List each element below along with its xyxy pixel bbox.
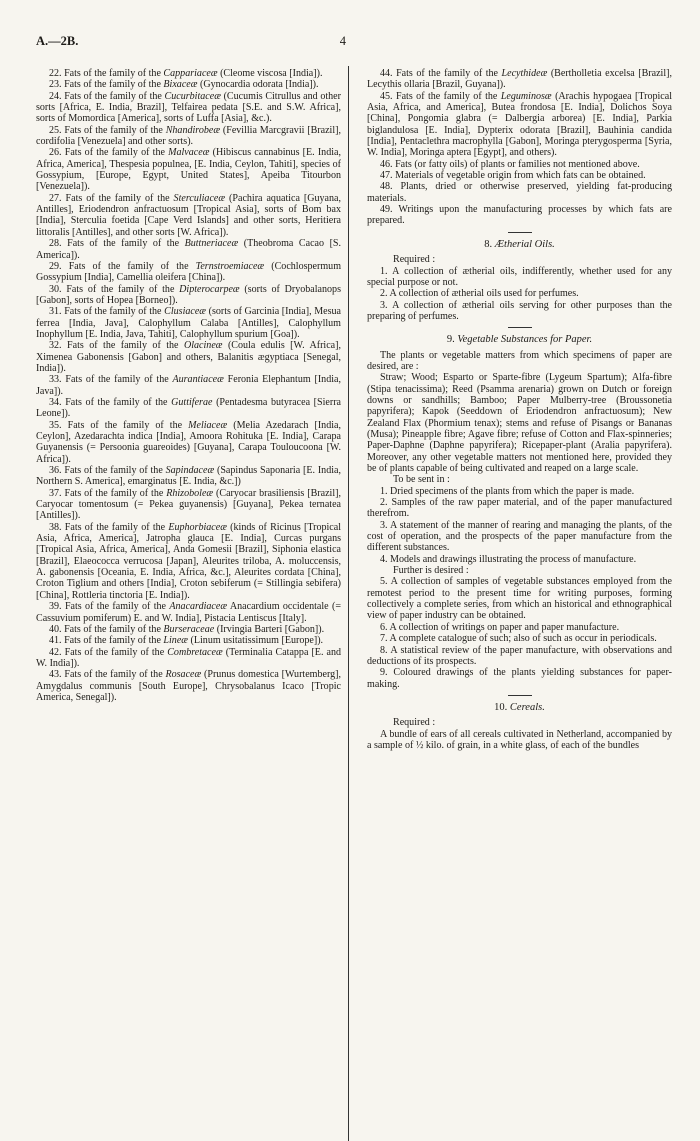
entry-text: Fats of the family of the xyxy=(65,396,168,408)
entry-details: (Cucumis Citrullus and other sorts [Africa, E. India, Brazil], Telfairea pedata [S.E. and S.W. Africa], sorts of Momordica [America], sorts of Luffa [Asia], &c.). xyxy=(36,90,341,125)
list-item: 4. Models and drawings illustrating the process of manufacture. xyxy=(380,553,637,565)
entry-number: 39. xyxy=(49,601,62,613)
entry-number: 42. xyxy=(49,646,62,658)
fat-entry xyxy=(36,147,341,192)
list-item: 8. A statistical review of the paper manufacture, with observations and deductions of its prospects. xyxy=(367,644,672,667)
fat-entry xyxy=(367,91,672,159)
section-heading-10: 10. Cereals. xyxy=(494,701,545,713)
fat-entry xyxy=(36,193,341,238)
paper-intro: The plants or vegetable matters from which specimens of paper are desired, are : xyxy=(367,349,672,372)
entry-details: (Theobroma Cacao [S. America]). xyxy=(36,238,342,261)
fat-entry xyxy=(36,374,341,397)
entry-number: 22. xyxy=(49,68,62,79)
document-code: A.—2B. xyxy=(36,34,79,48)
fat-entry xyxy=(367,68,672,91)
fat-entry xyxy=(36,284,341,307)
entry-number: 48. xyxy=(380,181,393,193)
entry-text: Fats of the family of the xyxy=(64,487,164,499)
entry-number: 35. xyxy=(49,419,62,431)
entry-text: Fats of the family of the xyxy=(64,306,162,318)
entry-number: 40. xyxy=(49,623,62,635)
entry-number: 45. xyxy=(380,90,393,102)
fat-entry xyxy=(36,261,341,284)
entry-number: 34. xyxy=(49,396,62,408)
entry-details: (Bertholletia excelsa [Brazil], Lecythis ollaria [Brazil, Guyana]). xyxy=(367,68,672,91)
list-item: 2. Samples of the raw paper material, and of the paper manufactured therefrom. xyxy=(367,497,672,520)
entry-text: Materials of vegetable origin from which fats can be obtained. xyxy=(395,170,646,182)
entry-text: Fats of the family of the xyxy=(396,68,498,79)
family-name: Sterculiaceæ xyxy=(173,192,226,204)
list-item: 3. A collection of ætherial oils serving for other purposes than the preparing of perfumes. xyxy=(367,299,672,322)
family-name: Lineæ xyxy=(163,635,188,647)
entry-number: 46. xyxy=(380,158,393,170)
entry-number: 33. xyxy=(49,374,62,386)
entry-number: 28. xyxy=(49,238,62,250)
entry-number: 26. xyxy=(49,147,62,159)
entry-number: 41. xyxy=(49,635,62,647)
list-item: 1. Dried specimens of the plants from which the paper is made. xyxy=(380,485,635,497)
family-name: Rhizoboleæ xyxy=(166,487,214,499)
entry-text: Fats of the family of the xyxy=(64,90,162,102)
entry-number: 37. xyxy=(49,487,62,499)
family-name: Malvaceæ xyxy=(168,147,210,159)
entry-text: Fats of the family of the xyxy=(64,68,161,79)
entry-details: Anacardium occidentale (= Cassuvium pomiferum) E. and W. India], Pistacia Lentiscus [Italy]. xyxy=(36,601,342,624)
entry-text: Fats of the family of the xyxy=(396,90,498,102)
family-name: Sapindaceæ xyxy=(165,465,215,477)
left-column xyxy=(36,68,341,751)
entry-details: (Cochlospermum Gossypium [India], Camellia oleifera [China]). xyxy=(36,260,342,284)
list-item: 1. A collection of ætherial oils, indifferently, whether used for any special purpose or not. xyxy=(367,265,672,288)
entry-details: (Sapindus Saponaria [E. India, Northern S. America], emarginatus [E. India, &c.]) xyxy=(36,465,341,488)
entry-details: (Gynocardia odorata [India]). xyxy=(199,79,319,91)
fat-entry xyxy=(36,420,341,465)
family-name: Buttneriaceæ xyxy=(184,238,239,250)
column-divider xyxy=(348,66,349,1141)
entry-text: Fats (or fatty oils) of plants or families not mentioned above. xyxy=(395,158,640,170)
fat-entry xyxy=(367,181,672,204)
two-column-body xyxy=(36,68,674,751)
fat-entry xyxy=(36,624,341,635)
entry-details: (Cleome viscosa [India]). xyxy=(220,68,323,79)
entry-text: Fats of the family of the xyxy=(64,124,163,136)
fat-entry xyxy=(36,635,341,646)
right-column xyxy=(367,68,672,751)
fats-list-continued xyxy=(367,68,672,227)
to-be-sent-label: To be sent in : xyxy=(393,474,450,486)
family-name: Aurantiaceæ xyxy=(172,374,224,386)
entry-number: 49. xyxy=(380,204,393,216)
entry-text: Fats of the family of the xyxy=(64,646,165,658)
family-name: Nhandirobeæ xyxy=(165,124,221,136)
entry-text: Fats of the family of the xyxy=(64,147,165,159)
entry-details: (Hibiscus cannabinus [E. India, Africa, America], Thespesia populnea, [E. India, Ceylon, Tahiti], species of Gossypium, [Europe, Egypt, United States], Apeiba Titourbon [Venezuela]). xyxy=(36,147,341,193)
fat-entry xyxy=(36,340,341,374)
entry-text: Writings upon the manufacturing processes by which fats are prepared. xyxy=(367,204,672,227)
list-item: 5. A collection of samples of vegetable substances employed from the remotest period to the present time for writing purposes, forming collectively a complete series, from which an historical and ethnographical view of paper industry can be obtained. xyxy=(367,576,672,622)
entry-details: (Terminalia Catappa [E. and W. India]). xyxy=(36,646,342,669)
list-item: 7. A complete catalogue of such; also of such as occur in periodicals. xyxy=(380,633,657,645)
fat-entry xyxy=(36,125,341,148)
entry-text: Fats of the family of the xyxy=(67,238,180,250)
entry-details: (Linum usitatissimum [Europe]). xyxy=(190,635,324,647)
entry-text: Fats of the family of the xyxy=(64,465,163,477)
entry-details: (Arachis hypogaea [Tropical Asia, Africa, and America], Butea frondosa [E. India], Dolichos Soya [China], Pongomia glabra (= Dalbergia arborea) [E. India], Parkia biglandulosa [E. India], Dypterix odorata [Brazil], Bauhinia candida [India], Pentaclethra macrophylla [Gabon], Moringa pterygosperma [Syria, W. India], Moringa aptera [Egypt], and others). xyxy=(367,90,673,159)
required-label: Required : xyxy=(393,254,436,266)
fat-entry xyxy=(36,68,341,79)
section-heading-8: 8. Ætherial Oils. xyxy=(484,238,555,250)
family-name: Olacineæ xyxy=(183,340,223,352)
fat-entry xyxy=(367,204,672,227)
entry-number: 30. xyxy=(49,283,62,295)
family-name: Meliaceæ xyxy=(188,419,228,431)
family-name: Guttiferae xyxy=(171,396,213,408)
section-divider xyxy=(508,327,532,328)
entry-details: (sorts of Dryobalanops [Gabon], sorts of Hopea [Borneo]). xyxy=(36,283,341,306)
section-heading-9: 9. Vegetable Substances for Paper. xyxy=(446,334,593,346)
entry-number: 32. xyxy=(49,340,62,352)
list-item: 2. A collection of ætherial oils used for perfumes. xyxy=(380,288,579,300)
page-number: 4 xyxy=(339,34,346,48)
list-item: 9. Coloured drawings of the plants yielding substances for paper-making. xyxy=(367,667,672,690)
entry-details: (Irvingia Barteri [Gabon]). xyxy=(216,623,325,635)
fat-entry xyxy=(36,91,341,125)
entry-text: Fats of the family of the xyxy=(64,669,163,681)
entry-text: Plants, dried or otherwise preserved, yielding fat-producing materials. xyxy=(367,181,672,204)
fat-entry xyxy=(36,238,341,261)
family-name: Clusiaceæ xyxy=(164,306,207,318)
entry-text: Fats of the family of the xyxy=(65,192,170,204)
family-name: Cucurbitaceæ xyxy=(164,90,221,102)
fat-entry xyxy=(36,522,341,601)
family-name: Rosaceæ xyxy=(165,669,202,681)
section-divider xyxy=(508,695,532,696)
family-name: Ternstroemiaceæ xyxy=(195,260,265,272)
entry-details: (Fevillia Marcgravii [Brazil], cordifolia [Venezuela] and other sorts). xyxy=(36,124,341,148)
family-name: Burseraceae xyxy=(163,623,215,635)
fat-entry xyxy=(36,488,341,522)
entry-details: (Coula edulis [W. Africa], Ximenea Gabonensis [Gabon] and others, Balanitis ægyptiaca [Senegal, India]). xyxy=(36,340,341,374)
list-item: 6. A collection of writings on paper and paper manufacture. xyxy=(380,621,620,633)
fat-entry xyxy=(36,601,341,624)
entry-text: Fats of the family of the xyxy=(67,419,183,431)
entry-text: Fats of the family of the xyxy=(64,79,161,91)
entry-details: Feronia Elephantum [India, Java]). xyxy=(36,374,341,397)
entry-text: Fats of the family of the xyxy=(68,260,189,272)
entry-text: Fats of the family of the xyxy=(64,601,167,613)
entry-number: 38. xyxy=(49,521,62,533)
entry-details: (sorts of Garcinia [India], Mesua ferrea [India, Java], Calophyllum Calaba [Antilles], Calophyllum Inophyllum [E. India, Java, Tahiti], Calophyllum spurium [Goa]). xyxy=(36,306,342,340)
paper-materials-list: Straw; Wood; Esparto or Sparte-fibre (Lygeum Spartum); Alfa-fibre (Stipa tenacissima); Reed (Psamma arenaria) grown on Dutch or foreign downs or sandhills; Bamboo; Paper Mulberry-tree (Broussonetia papyrifera); Kapok (Seeddown of Eriodendron anfractuosum); New Zealand Flax (Phormium tenax); stems and refuse of Pisangs or Bananas (Musa); Pineapple fibre; Agave fibre; refuse of Cotton and Flax-spinneries; Paper-Daphne (Daphne papyrifera); Ricepaper-plant (Aralia papyrifera). Moreover, any other vegetable matters not mentioned here, provided they be of plants capable of being cultivated and reaped on a large scale. xyxy=(367,372,672,474)
entry-text: Fats of the family of the xyxy=(67,340,179,352)
fat-entry xyxy=(367,170,672,181)
entry-details: (kinds of Ricinus [Tropical Asia, Africa, America], Jatropha glauca [E. India], Curcas purgans [Tropical Asia, Africa, America], Anda Gomesii [Brazil], Siphonia elastica [Brazil], Elaeococca verrucosa [Japan], Aleurites triloba, A. moluccensis, A. gabonensis [Oceania, E. India, Africa, &c.], Aleurites cordata [China], Croton Tiglium and others [India], Croton sebiferum (= Stillingia sebifera) [China], Rottleria tinctoria [E. India]). xyxy=(36,521,342,601)
entry-text: Fats of the family of the xyxy=(64,521,166,533)
entry-number: 31. xyxy=(49,306,62,318)
further-desired-label: Further is desired : xyxy=(393,565,469,577)
entry-details: (Caryocar brasiliensis [Brazil], Caryocar tomentosum (= Pekea guyanensis) [Guyana], Pekea ternatea [Antilles]). xyxy=(36,487,341,522)
list-item: 3. A statement of the manner of rearing and managing the plants, of the cost of operation, and the prospects of the paper manufacture from the different substances. xyxy=(367,519,672,554)
entry-details: (Pentadesma butyracea [Sierra Leone]). xyxy=(36,396,342,420)
entry-number: 24. xyxy=(49,90,62,102)
fat-entry xyxy=(36,397,341,420)
entry-number: 47. xyxy=(380,170,393,182)
paper-further-list xyxy=(367,576,672,689)
entry-details: (Prunus domestica [Wurtemberg], Amygdalus communis [South Europe], Chrysobalanus Icaco [Tropic America, Senegal]). xyxy=(36,669,342,703)
paper-items-list xyxy=(367,486,672,565)
entry-text: Fats of the family of the xyxy=(66,283,175,295)
fat-entry xyxy=(36,79,341,90)
family-name: Bixaceæ xyxy=(163,79,198,91)
entry-number: 25. xyxy=(49,124,62,136)
entry-number: 27. xyxy=(49,192,62,204)
required-label: Required : xyxy=(393,717,436,729)
entry-number: 43. xyxy=(49,669,62,681)
etherial-oils-list xyxy=(367,266,672,323)
page-header xyxy=(36,34,674,54)
family-name: Cappariaceæ xyxy=(163,68,218,79)
cereals-text: A bundle of ears of all cereals cultivated in Netherland, accompanied by a sample of ½ kilo. of grain, in a white glass, of each of the bundles xyxy=(367,728,672,751)
entry-details: (Pachira aquatica [Guyana, Antilles], Eriodendron anfractuosum [Tropical Asia], sorts of Bom bax [India], Sterculia foetida [Cape Verd Islands] and other sorts, Heritiera littoralis [Antilles], and other sorts [W. Africa]). xyxy=(36,192,342,238)
family-name: Dipterocarpeæ xyxy=(179,283,240,295)
family-name: Leguminosæ xyxy=(500,90,552,102)
entry-number: 44. xyxy=(380,68,393,79)
entry-number: 29. xyxy=(49,260,62,272)
entry-text: Fats of the family of the xyxy=(65,374,169,386)
family-name: Combretaceæ xyxy=(167,646,223,658)
fat-entry xyxy=(36,647,341,670)
family-name: Anacardiaceæ xyxy=(169,601,228,613)
fat-entry xyxy=(36,669,341,703)
entry-text: Fats of the family of the xyxy=(64,635,161,647)
entry-number: 23. xyxy=(49,79,62,91)
fat-entry xyxy=(36,306,341,340)
entry-details: (Melia Azedarach [India, Ceylon], Azedarachta indica [India], Amoora Rohituka [E. India], Carapa Guyanensis (= Persoonia guareoides) [Guyana], Carapa Touloucoona [W. Africa]). xyxy=(36,419,341,465)
entry-number: 36. xyxy=(49,465,62,477)
section-divider xyxy=(508,232,532,233)
fat-entry xyxy=(36,465,341,488)
family-name: Lecythideæ xyxy=(501,68,548,79)
fat-entry xyxy=(367,159,672,170)
entry-text: Fats of the family of the xyxy=(64,623,161,635)
family-name: Euphorbiaceæ xyxy=(168,521,227,533)
